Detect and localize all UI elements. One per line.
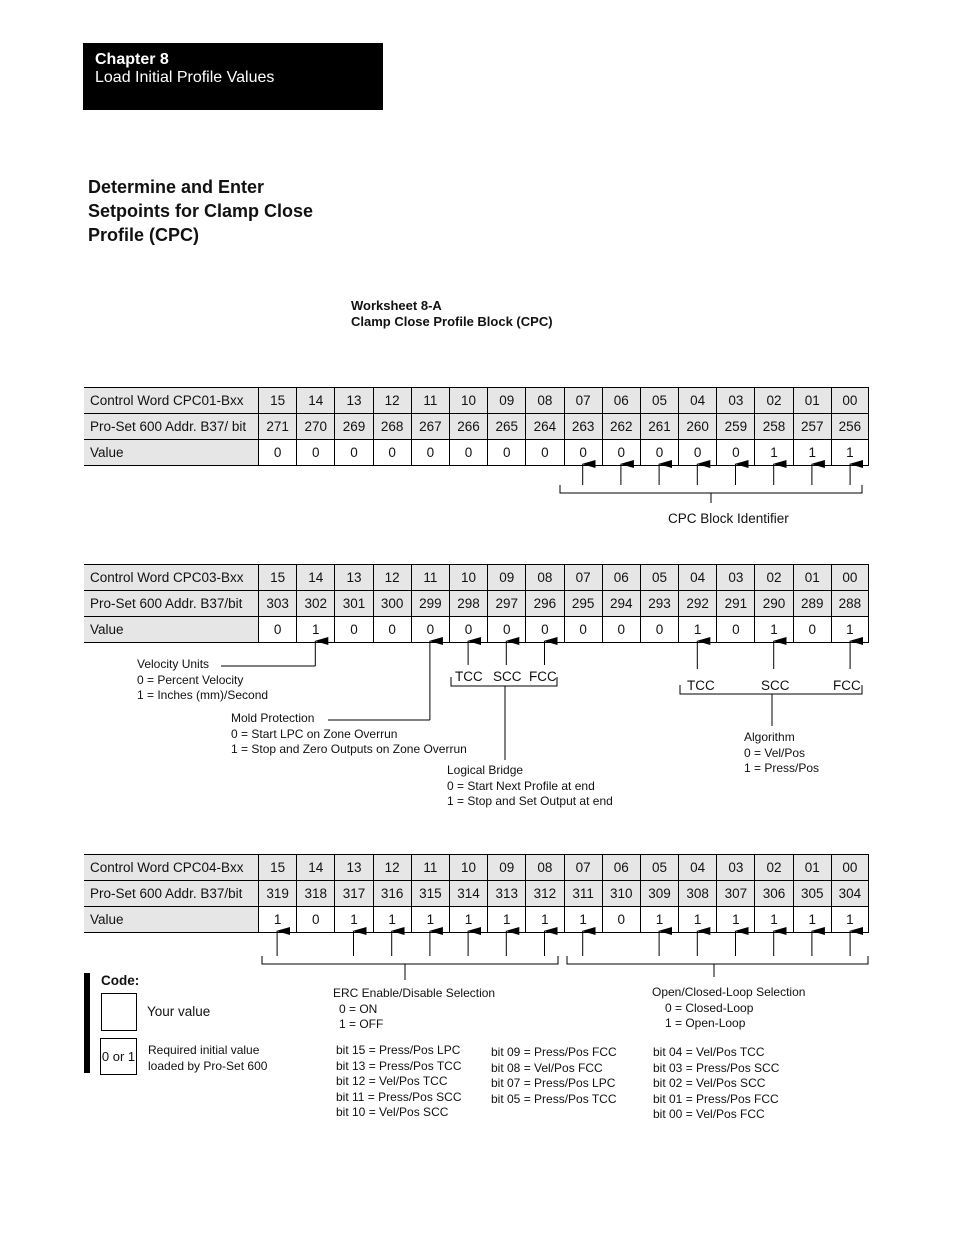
table-cpc01-value-row-cell: 1 xyxy=(793,440,831,465)
table-cpc01-addr-row-cell: 264 xyxy=(525,414,563,439)
table-cpc04-bit-row-cell: 12 xyxy=(373,855,411,880)
table-cpc01-addr-row-cell: 267 xyxy=(411,414,449,439)
bracket-right-fcc: FCC xyxy=(833,678,861,693)
table-cpc03-value-row-cell: 0 xyxy=(525,617,563,642)
chapter-number: Chapter 8 xyxy=(95,51,169,68)
table-cpc04-bit-row-cell: 15 xyxy=(258,855,296,880)
table-cpc04-addr-row-cell: 305 xyxy=(793,881,831,906)
table-cpc01-addr-row-cell: 262 xyxy=(602,414,640,439)
required-value-box: 0 or 1 xyxy=(100,1038,137,1075)
table-cpc03-addr-row-cell: 290 xyxy=(754,591,792,616)
table-cpc01-value-row-cell: 0 xyxy=(602,440,640,465)
your-value-box xyxy=(101,993,137,1031)
table-cpc04-bit-row-cell: 11 xyxy=(411,855,449,880)
code-legend-bar xyxy=(84,973,90,1073)
table-cpc03-bit-row-cell: 07 xyxy=(564,565,602,590)
table-cpc01-addr-row-cell: 268 xyxy=(373,414,411,439)
table-cpc01-addr-row-cell: 266 xyxy=(449,414,487,439)
table-cpc01-addr-row-cell: 270 xyxy=(296,414,334,439)
section-title: Determine and Enter Setpoints for Clamp Close Profile (CPC) xyxy=(88,177,314,245)
table-cpc03-bit-row-cell: 01 xyxy=(793,565,831,590)
table-cpc03-value-row-cell: 0 xyxy=(564,617,602,642)
table-cpc01-value-row-cell: 0 xyxy=(373,440,411,465)
table-cpc03-bit-row-cell: 10 xyxy=(449,565,487,590)
table-cpc03-addr-row-cell: 301 xyxy=(334,591,372,616)
table-cpc03-addr-row-cell: 291 xyxy=(716,591,754,616)
table-cpc03-addr-row-cell: 294 xyxy=(602,591,640,616)
table-cpc01-addr-row-cell: 259 xyxy=(716,414,754,439)
table-cpc04-bit-row-cell: 05 xyxy=(640,855,678,880)
table-cpc03-value-row-cell: 0 xyxy=(411,617,449,642)
table-cpc03-value-row-cell: 0 xyxy=(793,617,831,642)
bracket-left-tcc: TCC xyxy=(455,669,483,684)
table-cpc04-addr-row-cell: 304 xyxy=(831,881,869,906)
table-cpc01-bit-row-cell: 09 xyxy=(487,388,525,413)
table-cpc04-bit-row-cell: 02 xyxy=(754,855,792,880)
table-cpc01-value-row-cell: 0 xyxy=(640,440,678,465)
table-cpc04-value-row-cell: 0 xyxy=(602,907,640,932)
table-cpc03-value-row-cell: 0 xyxy=(334,617,372,642)
table-cpc03-bit-row-cell: 14 xyxy=(296,565,334,590)
table-cpc01-addr-row-cell: 256 xyxy=(831,414,869,439)
table-cpc01-value-row-cell: 0 xyxy=(411,440,449,465)
table-cpc01-value-row-cell: 0 xyxy=(525,440,563,465)
table-cpc04-addr-row-cell: 316 xyxy=(373,881,411,906)
table-cpc03-addr-row-cell: 297 xyxy=(487,591,525,616)
table-cpc03-addr-row-cell: 292 xyxy=(678,591,716,616)
table-cpc01-addr-row-cell: 260 xyxy=(678,414,716,439)
table-cpc04-addr-row-cell: 318 xyxy=(296,881,334,906)
table-cpc04-addr-row-cell: 313 xyxy=(487,881,525,906)
algorithm-note: Algorithm 0 = Vel/Pos 1 = Press/Pos xyxy=(744,730,820,775)
table-cpc03-addr-row-cell: 289 xyxy=(793,591,831,616)
bracket-right-tcc: TCC xyxy=(687,678,715,693)
table-cpc04-value-row-cell: 1 xyxy=(640,907,678,932)
table-cpc01-bit-row-cell: 10 xyxy=(449,388,487,413)
table-cpc01-addr-row-cell: 258 xyxy=(754,414,792,439)
bits-list-col3: bit 04 = Vel/Pos TCC bit 03 = Press/Pos SCC bit 02 = Vel/Pos SCC bit 01 = Press/Pos FCC bit 00 = Vel/Pos FCC xyxy=(653,1045,780,1121)
table-cpc03-addr-row-cell: 295 xyxy=(564,591,602,616)
table-cpc04-value-row-cell: 1 xyxy=(831,907,869,932)
table-cpc01-value-row-cell: 0 xyxy=(449,440,487,465)
table-cpc03-bit-row-cell: 04 xyxy=(678,565,716,590)
table-cpc04-value-row-cell: 1 xyxy=(449,907,487,932)
table-cpc01-value-row-cell: 0 xyxy=(296,440,334,465)
table-cpc03-value-row-cell: 1 xyxy=(296,617,334,642)
table-cpc01-addr-row-cell: 263 xyxy=(564,414,602,439)
table-cpc01-value-row-cell: 0 xyxy=(678,440,716,465)
table-cpc03-bit-row-cell: 02 xyxy=(754,565,792,590)
table-cpc04-addr-row-cell: 307 xyxy=(716,881,754,906)
mold-protection-note: Mold Protection 0 = Start LPC on Zone Overrun 1 = Stop and Zero Outputs on Zone Overrun xyxy=(231,711,467,756)
table-cpc01-bit-row-cell: 15 xyxy=(258,388,296,413)
table-cpc04-addr-row-cell: 315 xyxy=(411,881,449,906)
table-cpc03-bit-row-cell: 06 xyxy=(602,565,640,590)
table-cpc04-bit-row-label: Control Word CPC04-Bxx xyxy=(90,860,244,875)
table-cpc04-bit-row-cell: 06 xyxy=(602,855,640,880)
table-cpc04-bit-row-cell: 14 xyxy=(296,855,334,880)
table-cpc01-bit-row-cell: 04 xyxy=(678,388,716,413)
table-cpc04-addr-row-cell: 319 xyxy=(258,881,296,906)
table-cpc03-addr-row-cell: 303 xyxy=(258,591,296,616)
table-cpc03-addr-row-cell: 298 xyxy=(449,591,487,616)
table-cpc01-addr-row-cell: 265 xyxy=(487,414,525,439)
table-cpc01-value-row-label: Value xyxy=(84,440,258,465)
table-cpc04-addr-row-cell: 306 xyxy=(754,881,792,906)
table-cpc03-bit-row-label: Control Word CPC03-Bxx xyxy=(90,570,244,585)
table-cpc01-bit-row-cell: 06 xyxy=(602,388,640,413)
cpc-block-identifier-label: CPC Block Identifier xyxy=(668,511,789,526)
table-cpc03-addr-row-cell: 288 xyxy=(831,591,869,616)
table-cpc03-bit-row-cell: 03 xyxy=(716,565,754,590)
table-cpc04-addr-row-cell: 309 xyxy=(640,881,678,906)
table-cpc01-bit-row-cell: 02 xyxy=(754,388,792,413)
table-cpc03-value-row-cell: 1 xyxy=(754,617,792,642)
open-closed-loop-note: Open/Closed-Loop Selection 0 = Closed-Loop 1 = Open-Loop xyxy=(652,985,806,1030)
table-cpc04-addr-row-cell: 314 xyxy=(449,881,487,906)
table-cpc04-value-row-cell: 1 xyxy=(754,907,792,932)
worksheet-title: Clamp Close Profile Block (CPC) xyxy=(351,314,553,329)
table-cpc03-addr-row-cell: 300 xyxy=(373,591,411,616)
table-cpc04-addr-row-cell: 312 xyxy=(525,881,563,906)
table-cpc04-bit-row-cell: 08 xyxy=(525,855,563,880)
table-cpc01-bit-row-cell: 05 xyxy=(640,388,678,413)
table-cpc03-value-row-cell: 0 xyxy=(640,617,678,642)
table-cpc04-addr-row-label: Pro-Set 600 Addr. B37/bit xyxy=(90,886,243,901)
table-cpc01-bit-row-label: Control Word CPC01-Bxx xyxy=(90,393,244,408)
table-cpc04-value-row-cell: 1 xyxy=(716,907,754,932)
table-cpc01-value-row-cell: 0 xyxy=(258,440,296,465)
table-cpc04-value-row-cell: 1 xyxy=(678,907,716,932)
table-cpc03-value-row-cell: 0 xyxy=(716,617,754,642)
worksheet-number: Worksheet 8-A xyxy=(351,298,442,313)
table-cpc03-value-row-cell: 0 xyxy=(373,617,411,642)
table-cpc04-bit-row-cell: 04 xyxy=(678,855,716,880)
table-cpc01-bit-row-cell: 07 xyxy=(564,388,602,413)
open-closed-bracket xyxy=(567,956,868,964)
table-cpc03-bit-row-cell: 15 xyxy=(258,565,296,590)
cpc-block-bracket xyxy=(560,485,862,493)
table-cpc04-addr-row-cell: 317 xyxy=(334,881,372,906)
table-cpc03-value-row-cell: 0 xyxy=(258,617,296,642)
table-cpc03-value-row-cell: 0 xyxy=(487,617,525,642)
table-cpc03-value-row-cell: 0 xyxy=(602,617,640,642)
table-cpc01-addr-row-cell: 257 xyxy=(793,414,831,439)
table-cpc01-bit-row-cell: 13 xyxy=(334,388,372,413)
bits-list-col2: bit 09 = Press/Pos FCC bit 08 = Vel/Pos FCC bit 07 = Press/Pos LPC bit 05 = Press/Pos TCC xyxy=(491,1045,617,1106)
table-cpc01-addr-row-cell: 261 xyxy=(640,414,678,439)
table-cpc04-bit-row-cell: 00 xyxy=(831,855,869,880)
table-cpc01-bit-row-cell: 00 xyxy=(831,388,869,413)
table-cpc01-bit-row-cell: 08 xyxy=(525,388,563,413)
table-cpc04-value-row-cell: 0 xyxy=(296,907,334,932)
table-cpc01-value-row-cell: 0 xyxy=(487,440,525,465)
table-cpc04-bit-row-cell: 13 xyxy=(334,855,372,880)
erc-selection-note: ERC Enable/Disable Selection 0 = ON 1 = OFF xyxy=(333,986,496,1031)
table-cpc04-value-row-cell: 1 xyxy=(373,907,411,932)
required-value-label: Required initial value loaded by Pro-Set 600 xyxy=(148,1043,268,1073)
table-cpc01-value-row-cell: 0 xyxy=(334,440,372,465)
bracket-left-fcc: FCC xyxy=(529,669,557,684)
table-cpc03-bit-row-cell: 13 xyxy=(334,565,372,590)
table-cpc03-addr-row-cell: 299 xyxy=(411,591,449,616)
table-cpc01-value-row-cell: 0 xyxy=(716,440,754,465)
table-cpc04-value-row-label: Value xyxy=(84,907,258,932)
bits-list-col1: bit 15 = Press/Pos LPC bit 13 = Press/Pos TCC bit 12 = Vel/Pos TCC bit 11 = Press/Pos SCC bit 10 = Vel/Pos SCC xyxy=(336,1043,462,1119)
table-cpc04-value-row-cell: 1 xyxy=(411,907,449,932)
table-cpc04-value-row-cell: 1 xyxy=(334,907,372,932)
table-cpc04-bit-row-cell: 09 xyxy=(487,855,525,880)
table-cpc03-value-row-cell: 1 xyxy=(678,617,716,642)
table-cpc03-addr-row-cell: 293 xyxy=(640,591,678,616)
table-cpc01-bit-row-cell: 03 xyxy=(716,388,754,413)
table-cpc04-value-row-cell: 1 xyxy=(258,907,296,932)
table-cpc01-addr-row-cell: 269 xyxy=(334,414,372,439)
table-cpc03-bit-row-cell: 08 xyxy=(525,565,563,590)
table-cpc03-bit-row-cell: 05 xyxy=(640,565,678,590)
table-cpc04-addr-row-cell: 308 xyxy=(678,881,716,906)
table-cpc01-bit-row-cell: 01 xyxy=(793,388,831,413)
table-cpc04-addr-row-cell: 310 xyxy=(602,881,640,906)
table-cpc04-bit-row-cell: 07 xyxy=(564,855,602,880)
table-cpc04-addr-row-cell: 311 xyxy=(564,881,602,906)
bracket-left-scc: SCC xyxy=(493,669,522,684)
erc-bracket xyxy=(262,956,558,964)
table-cpc04-value-row-cell: 1 xyxy=(564,907,602,932)
table-cpc04-value-row-cell: 1 xyxy=(793,907,831,932)
table-cpc01-value-row-cell: 1 xyxy=(754,440,792,465)
table-cpc01-addr-row-cell: 271 xyxy=(258,414,296,439)
your-value-label: Your value xyxy=(147,1004,211,1019)
table-cpc03-value-row-label: Value xyxy=(84,617,258,642)
table-cpc03-value-row-cell: 1 xyxy=(831,617,869,642)
table-cpc04-bit-row-cell: 03 xyxy=(716,855,754,880)
table-cpc03-bit-row-cell: 12 xyxy=(373,565,411,590)
table-cpc03-addr-row-cell: 296 xyxy=(525,591,563,616)
table-cpc01-value-row-cell: 0 xyxy=(564,440,602,465)
table-cpc01-addr-row-label: Pro-Set 600 Addr. B37/ bit xyxy=(90,419,247,434)
table-cpc03-value-row-cell: 0 xyxy=(449,617,487,642)
table-cpc01-bit-row-cell: 12 xyxy=(373,388,411,413)
table-cpc03-bit-row-cell: 11 xyxy=(411,565,449,590)
table-cpc01-bit-row-cell: 11 xyxy=(411,388,449,413)
table-cpc03-addr-row-label: Pro-Set 600 Addr. B37/bit xyxy=(90,596,243,611)
table-cpc01-bit-row-cell: 14 xyxy=(296,388,334,413)
table-cpc03-bit-row-cell: 09 xyxy=(487,565,525,590)
code-title: Code: xyxy=(101,973,140,988)
table-cpc03-addr-row-cell: 302 xyxy=(296,591,334,616)
chapter-subtitle: Load Initial Profile Values xyxy=(95,69,275,86)
velocity-units-note: Velocity Units 0 = Percent Velocity 1 = Inches (mm)/Second xyxy=(137,657,269,702)
table-cpc04-value-row-cell: 1 xyxy=(487,907,525,932)
table-cpc04-bit-row-cell: 10 xyxy=(449,855,487,880)
table-cpc04-bit-row-cell: 01 xyxy=(793,855,831,880)
bracket-right-scc: SCC xyxy=(761,678,790,693)
table-cpc04-value-row-cell: 1 xyxy=(525,907,563,932)
logical-bridge-note: Logical Bridge 0 = Start Next Profile at end 1 = Stop and Set Output at end xyxy=(447,763,613,808)
table-cpc01-value-row-cell: 1 xyxy=(831,440,869,465)
table-cpc03-bit-row-cell: 00 xyxy=(831,565,869,590)
